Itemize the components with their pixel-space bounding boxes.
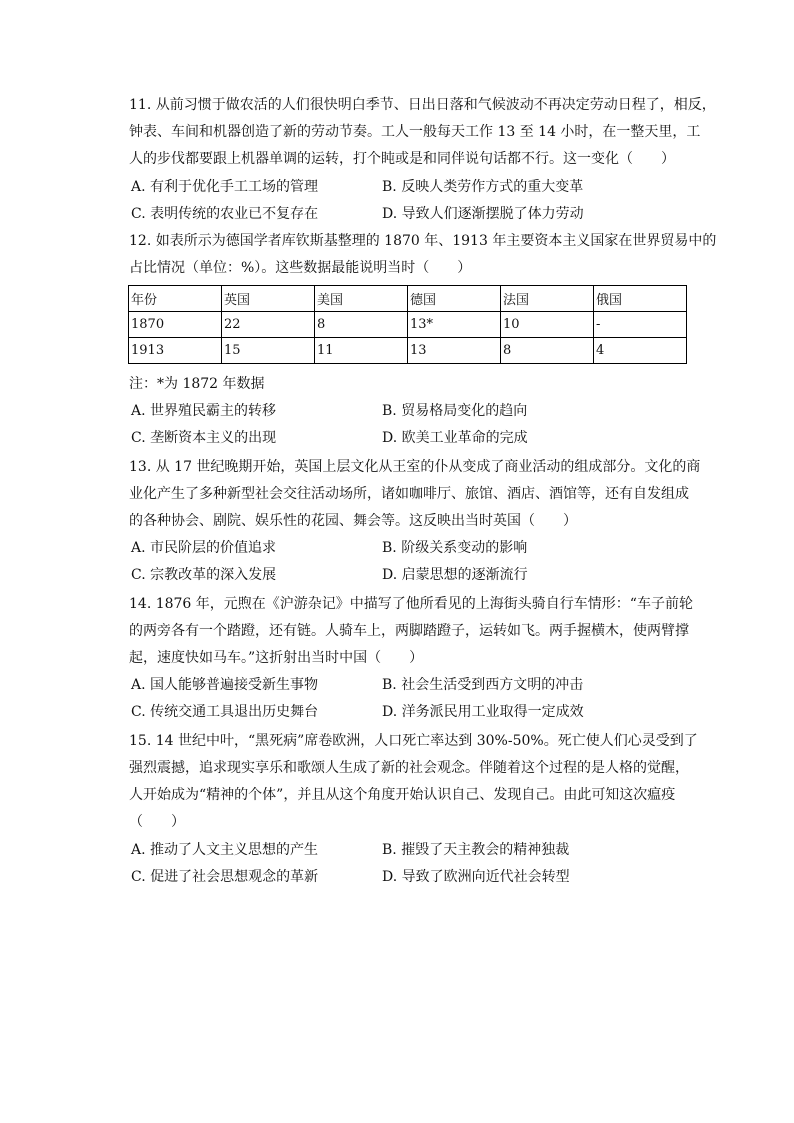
question-15-line-1: 15. 14 世纪中叶，“黑死病”席卷欧洲，人口死亡率达到 30%-50%。死亡使人们心灵受到了 <box>129 733 698 749</box>
table-row <box>129 312 687 338</box>
question-13-line-2: 业化产生了多种新型社会交往活动场所，诸如咖啡厅、旅馆、酒店、酒馆等，还有自发组成 <box>129 486 689 502</box>
question-14-line-3: 起，速度快如马车。”这折射出当时中国（ ） <box>129 650 424 666</box>
table-cell: 15 <box>222 338 315 364</box>
table-header-cell: 年份 <box>129 286 222 312</box>
table-header-row <box>129 286 687 312</box>
question-15-option-a: A. 推动了人文主义思想的产生 <box>131 842 319 858</box>
question-13-line-3: 的各种协会、剧院、娱乐性的花园、舞会等。这反映出当时英国（ ） <box>129 513 577 529</box>
table-header-cell: 美国 <box>315 286 408 312</box>
table-cell: 11 <box>315 338 408 364</box>
question-15-line-2: 强烈震撼，追求现实享乐和歌颂人生成了新的社会观念。伴随着这个过程的是人格的觉醒， <box>129 760 689 776</box>
trade-share-table <box>128 285 687 364</box>
table-header-cell: 法国 <box>501 286 594 312</box>
question-13-option-b: B. 阶级关系变动的影响 <box>382 540 528 556</box>
question-14-option-a: A. 国人能够普遍接受新生事物 <box>131 677 319 693</box>
question-13-option-a: A. 市民阶层的价值追求 <box>131 540 277 556</box>
question-11-option-d: D. 导致人们逐渐摆脱了体力劳动 <box>382 206 584 222</box>
table-cell: 8 <box>315 312 408 338</box>
question-11-line-2: 钟表、车间和机器创造了新的劳动节奏。工人一般每天工作 13 至 14 小时，在一整天里，工 <box>129 124 701 140</box>
question-15-line-3: 人开始成为“精神的个体”，并且从这个角度开始认识自己、发现自己。由此可知这次瘟疫 <box>129 787 676 803</box>
question-14-line-2: 的两旁各有一个踏蹬，还有链。人骑车上，两脚踏蹬子，运转如飞。两手握横木，使两臂撑 <box>129 623 689 639</box>
question-13-option-d: D. 启蒙思想的逐渐流行 <box>382 567 528 583</box>
question-11-option-c: C. 表明传统的农业已不复存在 <box>131 206 319 222</box>
table-cell: 4 <box>594 338 687 364</box>
question-14-option-d: D. 洋务派民用工业取得一定成效 <box>382 704 584 720</box>
question-12-option-d: D. 欧美工业革命的完成 <box>382 430 528 446</box>
question-12-option-b: B. 贸易格局变化的趋向 <box>382 403 528 419</box>
question-14-option-c: C. 传统交通工具退出历史舞台 <box>131 704 319 720</box>
question-14-line-1: 14. 1876 年，元煦在《沪游杂记》中描写了他所看见的上海街头骑自行车情形：“车子前轮 <box>129 596 693 612</box>
table-header-cell: 俄国 <box>594 286 687 312</box>
table-cell: 13* <box>408 312 501 338</box>
table-cell: 10 <box>501 312 594 338</box>
question-15-option-b: B. 摧毁了天主教会的精神独裁 <box>382 842 570 858</box>
table-cell: - <box>594 312 687 338</box>
question-13-option-c: C. 宗教改革的深入发展 <box>131 567 277 583</box>
table-header-cell: 英国 <box>222 286 315 312</box>
table-cell: 22 <box>222 312 315 338</box>
question-15-line-4: （ ） <box>129 814 185 830</box>
question-11-option-b: B. 反映人类劳作方式的重大变革 <box>382 179 584 195</box>
question-12-line-1: 12. 如表所示为德国学者库钦斯基整理的 1870 年、1913 年主要资本主义国家在世界贸易中的 <box>129 233 717 249</box>
table-cell: 1870 <box>129 312 222 338</box>
table-row <box>129 338 687 364</box>
table-cell: 13 <box>408 338 501 364</box>
question-11-line-1: 11. 从前习惯于做农活的人们很快明白季节、日出日落和气候波动不再决定劳动日程了，相反， <box>129 97 716 113</box>
question-11-option-a: A. 有利于优化手工工场的管理 <box>131 179 319 195</box>
question-12-line-2: 占比情况（单位：%）。这些数据最能说明当时（ ） <box>129 260 472 276</box>
table-cell: 1913 <box>129 338 222 364</box>
question-15-option-d: D. 导致了欧洲向近代社会转型 <box>382 869 570 885</box>
table-note: 注：*为 1872 年数据 <box>129 376 265 392</box>
question-12-option-a: A. 世界殖民霸主的转移 <box>131 403 277 419</box>
question-15-option-c: C. 促进了社会思想观念的革新 <box>131 869 319 885</box>
question-11-line-3: 人的步伐都要跟上机器单调的运转，打个盹或是和同伴说句话都不行。这一变化（ ） <box>129 151 675 167</box>
question-14-option-b: B. 社会生活受到西方文明的冲击 <box>382 677 584 693</box>
question-12-option-c: C. 垄断资本主义的出现 <box>131 430 277 446</box>
table-cell: 8 <box>501 338 594 364</box>
question-13-line-1: 13. 从 17 世纪晚期开始，英国上层文化从王室的仆从变成了商业活动的组成部分。文化的商 <box>129 459 701 475</box>
table-header-cell: 德国 <box>408 286 501 312</box>
